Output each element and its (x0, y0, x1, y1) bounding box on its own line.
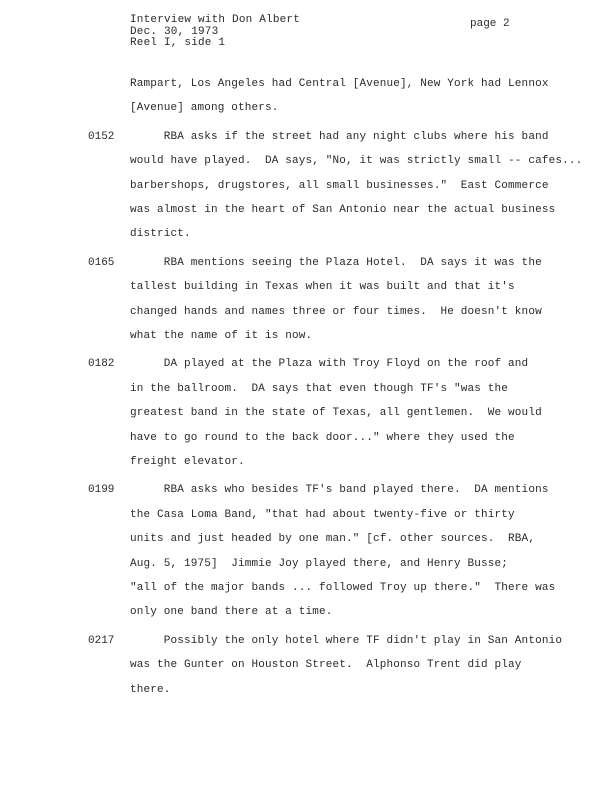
text-line: RBA mentions seeing the Plaza Hotel. DA says it was the (130, 256, 542, 269)
text-line: Possibly the only hotel where TF didn't play in San Antonio (130, 634, 563, 647)
reel-side: Reel I, side 1 (130, 37, 226, 49)
page-number: page 2 (470, 18, 510, 30)
tape-counter: 0165 (88, 256, 115, 269)
text-line: changed hands and names three or four times. He doesn't know (130, 305, 542, 318)
tape-counter: 0217 (88, 634, 115, 647)
text-line: Rampart, Los Angeles had Central [Avenue], New York had Lennox (130, 78, 549, 90)
text-line: "all of the major bands ... followed Troy up there." There was (130, 582, 556, 594)
text-line: RBA asks if the street had any night clubs where his band (130, 130, 549, 143)
text-line: district. (130, 228, 191, 241)
text-line: barbershops, drugstores, all small businesses." East Commerce (130, 179, 549, 192)
text-line: the Casa Loma Band, "that had about twenty-five or thirty (130, 508, 515, 521)
text-line: freight elevator. (130, 456, 245, 468)
tape-counter: 0199 (88, 484, 115, 497)
text-line: only one band there at a time. (130, 606, 333, 619)
text-line: units and just headed by one man." [cf. other sources. RBA, (130, 533, 536, 546)
interview-date: Dec. 30, 1973 (130, 25, 219, 38)
text-line: was the Gunter on Houston Street. Alphonso Trent did play (130, 659, 522, 672)
interview-title: Interview with Don Albert (130, 14, 301, 26)
text-line: in the ballroom. DA says that even though TF's "was the (130, 382, 509, 395)
text-line: Aug. 5, 1975] Jimmie Joy played there, and Henry Busse; (130, 557, 509, 570)
text-line: would have played. DA says, "No, it was strictly small -- cafes... (130, 155, 583, 168)
page-header (130, 15, 300, 50)
text-line: greatest band in the state of Texas, all gentlemen. We would (130, 407, 542, 420)
text-line: there. (130, 683, 171, 696)
tape-counter: 0182 (88, 358, 115, 371)
tape-counter: 0152 (88, 130, 115, 143)
text-line: what the name of it is now. (130, 330, 313, 342)
text-line: DA played at the Plaza with Troy Floyd on the roof and (130, 358, 529, 371)
text-line: tallest building in Texas when it was built and that it's (130, 281, 515, 294)
text-line: [Avenue] among others. (130, 102, 279, 115)
text-line: have to go round to the back door..." where they used the (130, 431, 515, 444)
text-line: was almost in the heart of San Antonio near the actual business (130, 204, 556, 216)
text-line: RBA asks who besides TF's band played there. DA mentions (130, 484, 549, 497)
